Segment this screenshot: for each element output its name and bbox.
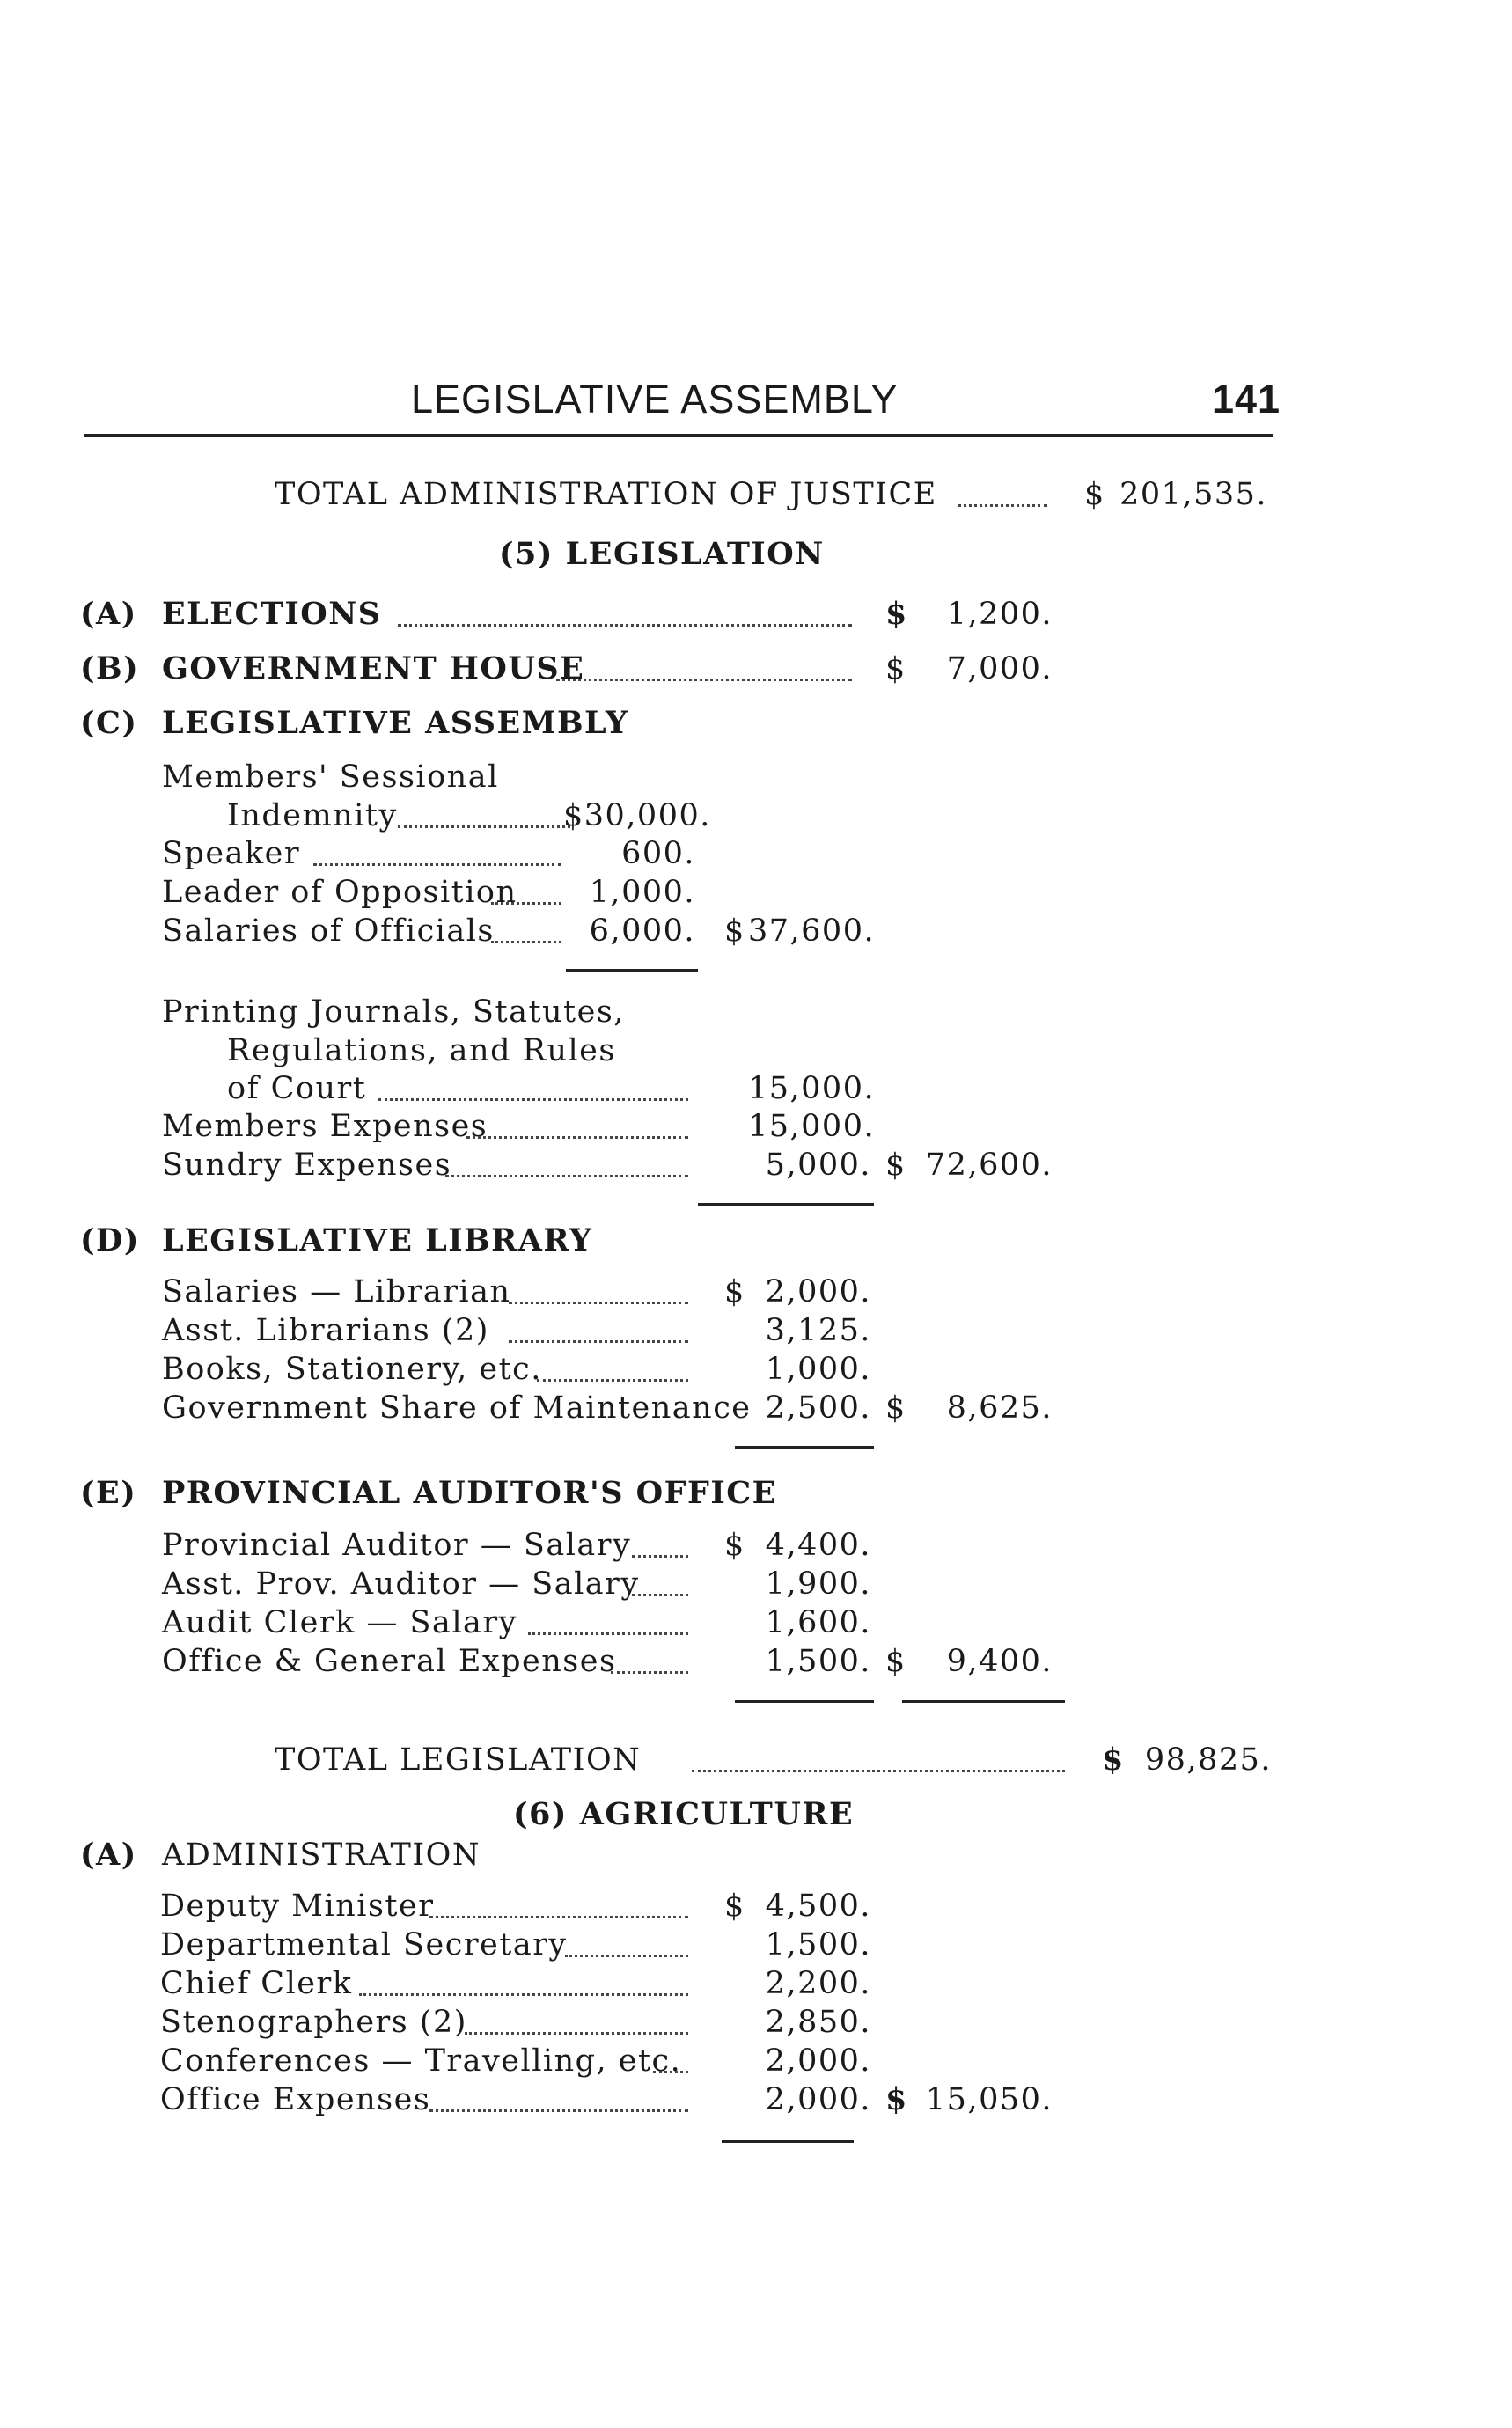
dot-leader [632,1594,688,1596]
section5-d-total-dollar: $ [885,1390,906,1426]
auditor-item-amount: 4,400. [765,1528,871,1563]
sundry-expenses-amount: 5,000. [765,1148,871,1183]
speaker-amount: 600. [621,836,695,871]
dot-leader [528,1632,688,1635]
salaries-officials-amount: 6,000. [589,913,695,949]
section5-a-letter: (A) [80,596,137,632]
section5-e-rule [902,1700,1065,1703]
dot-leader [611,1671,688,1674]
section5-c-letter: (C) [80,705,138,741]
section6-a-letter: (A) [80,1837,137,1873]
section5-a-label: ELECTIONS [162,596,382,632]
section5-d-letter: (D) [80,1222,140,1258]
dot-leader [378,1098,688,1101]
section5-c-rule [698,1203,874,1206]
library-item-label: Salaries — Librarian [162,1274,511,1309]
library-item-label: Government Share of Maintenance [162,1390,752,1426]
section5-a-dollar: $ [885,596,908,632]
dot-leader [398,624,852,627]
dot-leader [556,679,852,681]
section5-d-label: LEGISLATIVE LIBRARY [162,1222,593,1258]
dot-leader [653,2071,688,2073]
auditor-item-label: Office & General Expenses [162,1644,617,1679]
dot-leader [958,504,1047,507]
agri-item-amount: 2,000. [765,2043,871,2079]
agri-item-amount: 2,000. [765,2082,871,2117]
sundry-expenses-label: Sundry Expenses [162,1148,452,1183]
agri-item-amount: 2,200. [765,1966,871,2001]
total-justice-dollar: $ [1084,477,1105,512]
section5-c-total-dollar: $ [885,1148,906,1183]
section5-e-total-dollar: $ [885,1644,906,1679]
salaries-officials-label: Salaries of Officials [162,913,495,949]
total-legislation-amount: 98,825. [1144,1742,1272,1778]
members-sessional-line2: Indemnity [227,798,398,833]
section5-e-label: PROVINCIAL AUDITOR'S OFFICE [162,1475,777,1511]
section5-title: (5) LEGISLATION [499,536,825,572]
section5-d-total-amount: 8,625. [946,1390,1053,1426]
section6-title: (6) AGRICULTURE [513,1796,855,1832]
leader-label: Leader of Opposition [162,875,517,910]
printing-amount: 15,000. [748,1071,876,1106]
section5-d-rule [735,1446,874,1449]
subtotal-rule [566,969,698,972]
dot-leader [445,1175,688,1177]
printing-line3: of Court [227,1071,367,1106]
dot-leader [313,863,561,866]
total-justice-amount: 201,535. [1119,477,1267,512]
agri-item-label: Conferences — Travelling, etc. [160,2043,682,2079]
library-item-dollar: $ [724,1274,745,1309]
section5-c-label: LEGISLATIVE ASSEMBLY [162,705,629,741]
section6-a-label: ADMINISTRATION [162,1838,481,1873]
agri-item-label: Deputy Minister [160,1889,435,1924]
total-justice-label: TOTAL ADMINISTRATION OF JUSTICE [275,477,937,512]
total-legislation-dollar: $ [1102,1742,1125,1778]
dot-leader [491,941,561,943]
agri-item-dollar: $ [724,1889,745,1924]
members-expenses-label: Members Expenses [162,1109,488,1144]
header-rule [84,434,1273,437]
leader-amount: 1,000. [589,875,695,910]
library-item-amount: 3,125. [765,1313,871,1348]
dot-leader [398,825,570,828]
library-item-label: Asst. Librarians (2) [162,1313,489,1348]
dot-leader [429,1916,688,1918]
library-item-amount: 2,000. [765,1274,871,1309]
dot-leader [692,1770,1065,1772]
dot-leader [537,1379,688,1382]
page-number: 141 [1212,377,1281,422]
library-item-amount: 2,500. [765,1390,871,1426]
section6-a-total-amount: 15,050. [925,2082,1053,2117]
library-item-amount: 1,000. [765,1352,871,1387]
dot-leader [465,2032,688,2035]
page-title: LEGISLATIVE ASSEMBLY [411,377,899,422]
auditor-item-dollar: $ [724,1528,745,1563]
section5-b-label: GOVERNMENT HOUSE [162,650,585,686]
agri-item-label: Departmental Secretary [160,1927,568,1962]
agri-item-label: Chief Clerk [160,1966,353,2001]
auditor-item-label: Audit Clerk — Salary [162,1605,517,1640]
section5-b-letter: (B) [80,650,140,686]
auditor-item-label: Asst. Prov. Auditor — Salary [162,1566,640,1602]
dot-leader [491,902,561,905]
total-legislation-label: TOTAL LEGISLATION [275,1742,642,1778]
subtotal-dollar: $ [724,913,745,949]
subtotal-amount: 37,600. [748,913,876,949]
section5-e-total-amount: 9,400. [946,1644,1053,1679]
members-sessional-amount: $30,000. [563,798,711,833]
dot-leader [466,1136,688,1139]
dot-leader [509,1302,688,1304]
auditor-item-label: Provincial Auditor — Salary [162,1528,632,1563]
library-item-label: Books, Stationery, etc. [162,1352,542,1387]
auditor-item-amount: 1,600. [765,1605,871,1640]
agri-item-amount: 1,500. [765,1927,871,1962]
section6-a-rule [722,2140,854,2143]
section5-b-amount: 7,000. [946,651,1053,686]
section6-a-total-dollar: $ [885,2081,908,2117]
dot-leader [565,1955,688,1957]
section5-a-amount: 1,200. [946,597,1053,632]
dot-leader [429,2109,688,2112]
section5-c-total-amount: 72,600. [925,1148,1053,1183]
members-sessional-line1: Members' Sessional [162,759,499,795]
agri-item-label: Office Expenses [160,2082,431,2117]
printing-line1: Printing Journals, Statutes, [162,994,625,1030]
agri-item-amount: 2,850. [765,2005,871,2040]
dot-leader [509,1340,688,1343]
section5-e-letter: (E) [80,1475,137,1511]
auditor-item-amount: 1,900. [765,1566,871,1602]
members-expenses-amount: 15,000. [748,1109,876,1144]
dot-leader [359,1993,688,1996]
agri-item-label: Stenographers (2) [160,2005,467,2040]
section5-b-dollar: $ [885,651,906,686]
auditor-item-amount: 1,500. [765,1644,871,1679]
dot-leader [632,1555,688,1558]
speaker-label: Speaker [162,836,301,871]
printing-line2: Regulations, and Rules [227,1033,616,1068]
section5-e-rule [735,1700,874,1703]
agri-item-amount: 4,500. [765,1889,871,1924]
